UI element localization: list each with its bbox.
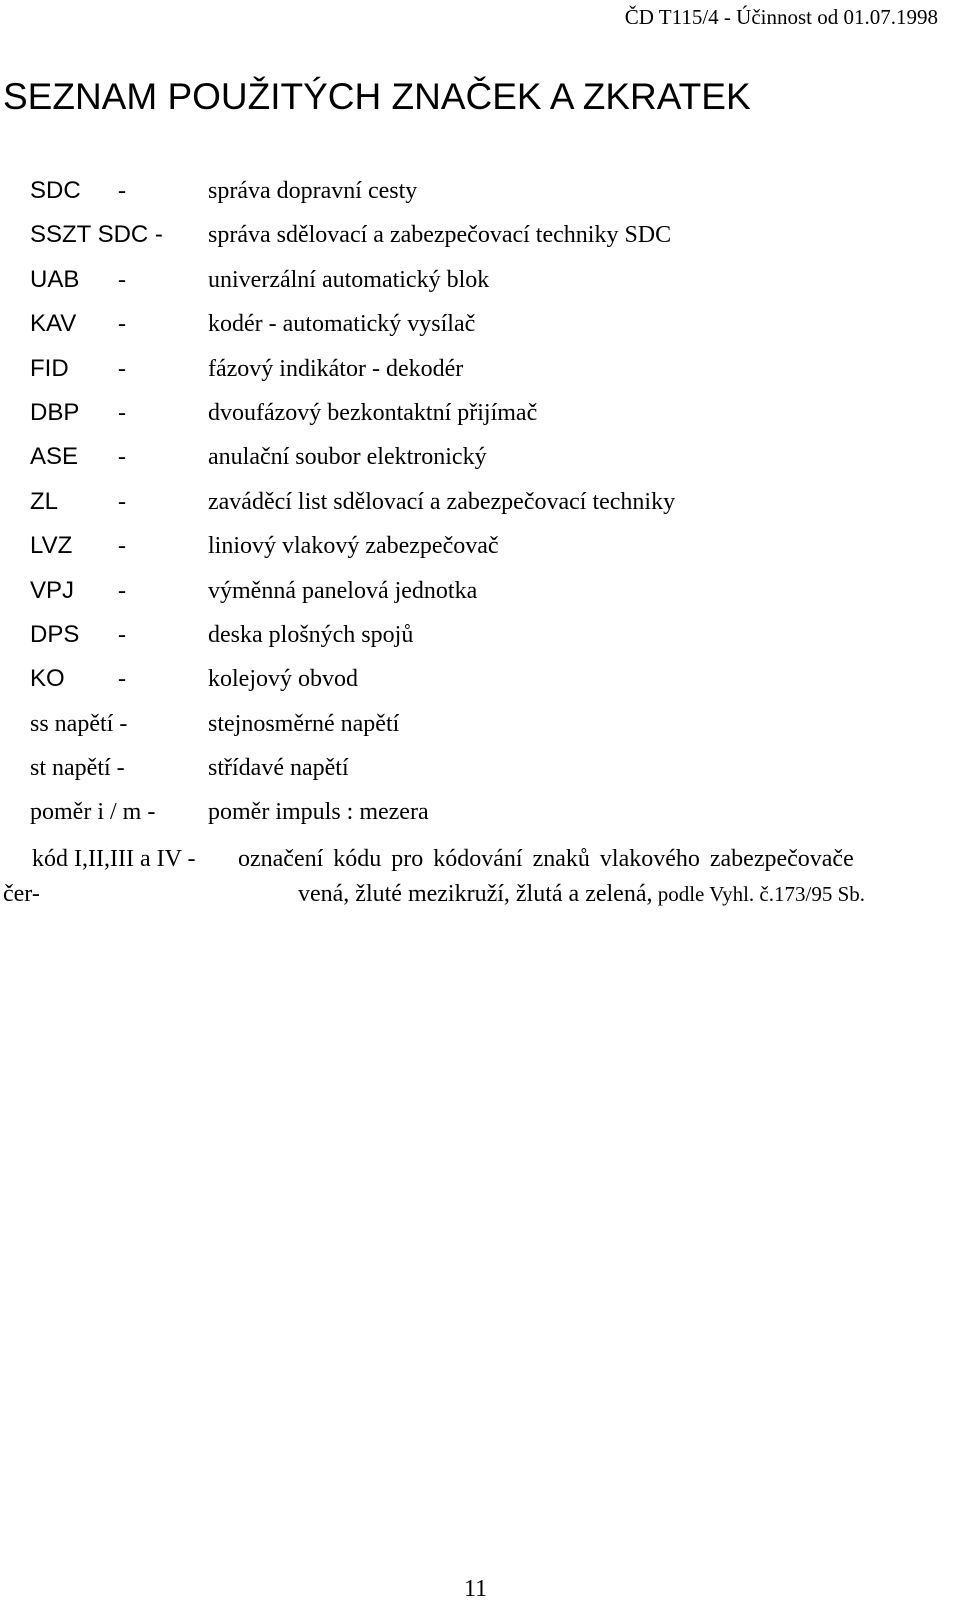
list-item	[0, 709, 960, 753]
list-item	[0, 176, 960, 220]
separator-dash: -	[118, 399, 126, 426]
list-item	[0, 354, 960, 398]
abbreviation-description: střídavé napětí	[208, 755, 349, 782]
page-title: SEZNAM POUŽITÝCH ZNAČEK A ZKRATEK	[3, 76, 751, 117]
abbreviation-term: SDC	[30, 177, 81, 204]
separator-dash: -	[118, 444, 126, 471]
abbreviation-description: univerzální automatický blok	[208, 266, 490, 293]
abbreviation-term: DPS	[30, 620, 80, 648]
abbreviation-description: fázový indikátor - dekodér	[208, 355, 464, 382]
document-header: ČD T115/4 - Účinnost od 01.07.1998	[624, 5, 938, 29]
abbreviation-description: správa dopravní cesty	[208, 178, 418, 204]
abbreviation-list	[0, 176, 960, 842]
regulation-reference: podle Vyhl. č.173/95 Sb.	[652, 882, 866, 906]
abbreviation-description: kolejový obvod	[208, 666, 358, 693]
abbreviation-description: kodér - automatický vysílač	[208, 311, 476, 338]
continuation-fragment: čer-	[3, 881, 40, 907]
abbreviation-description: označení kódu pro kódování znaků vlakového zabezpečovače	[238, 846, 854, 872]
abbreviation-term: poměr i / m -	[30, 799, 156, 826]
list-item	[0, 576, 960, 620]
list-item	[0, 309, 960, 353]
abbreviation-term: ZL	[30, 487, 59, 515]
abbreviation-description: zaváděcí list sdělovací a zabezpečovací techniky	[208, 488, 676, 515]
abbreviation-term: SSZT SDC -	[30, 221, 163, 249]
abbreviation-description: poměr impuls : mezera	[208, 799, 429, 826]
separator-dash: -	[118, 533, 126, 560]
abbreviation-term: LVZ	[30, 532, 73, 560]
abbreviation-description: anulační soubor elektronický	[208, 444, 487, 471]
description-continuation	[298, 879, 865, 909]
abbreviation-description: dvoufázový bezkontaktní přijímač	[208, 399, 538, 426]
abbreviation-term: ASE	[30, 443, 79, 471]
abbreviation-description: deska plošných spojů	[208, 621, 414, 648]
separator-dash: -	[118, 311, 126, 338]
list-item	[0, 265, 960, 309]
separator-dash: -	[118, 577, 126, 604]
list-item	[0, 487, 960, 531]
list-item	[0, 620, 960, 664]
list-item	[0, 531, 960, 575]
list-item	[0, 797, 960, 841]
list-item	[0, 398, 960, 442]
description-line: vená, žluté mezikruží, žlutá a zelená,	[298, 881, 653, 907]
abbreviation-term: KAV	[30, 310, 77, 338]
separator-dash: -	[118, 266, 126, 293]
separator-dash: -	[118, 621, 126, 648]
separator-dash: -	[118, 355, 126, 382]
separator-dash: -	[118, 178, 126, 204]
separator-dash: -	[118, 666, 126, 693]
abbreviation-description: výměnná panelová jednotka	[208, 577, 478, 604]
abbreviation-term: st napětí -	[30, 755, 125, 782]
abbreviation-description: správa sdělovací a zabezpečovací techniky SDC	[208, 222, 672, 249]
abbreviation-term: DBP	[30, 398, 80, 426]
abbreviation-description: stejnosměrné napětí	[208, 710, 400, 737]
abbreviation-term: KO	[30, 665, 65, 693]
list-item	[0, 664, 960, 708]
abbreviation-term: FID	[30, 354, 69, 382]
abbreviation-description: liniový vlakový zabezpečovač	[208, 533, 499, 560]
abbreviation-term: UAB	[30, 265, 80, 293]
abbreviation-term: ss napětí -	[30, 710, 128, 737]
separator-dash: -	[118, 488, 126, 515]
list-item	[0, 442, 960, 486]
page-number: 11	[464, 1576, 488, 1602]
list-item	[0, 220, 960, 264]
abbreviation-term: VPJ	[30, 576, 75, 604]
list-item	[0, 753, 960, 797]
abbreviation-term: kód I,II,III a IV -	[32, 846, 196, 872]
